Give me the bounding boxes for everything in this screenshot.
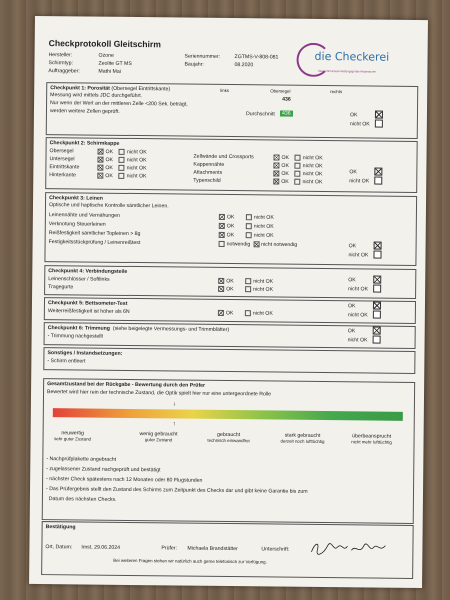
notok-label: nicht OK: [126, 165, 147, 172]
notok-checkbox[interactable]: [246, 232, 252, 238]
gesamt-note-3: - nächster Check spätestens nach 12 Monaten oder 80 Flugstunden: [46, 476, 203, 484]
ok-label: OK: [281, 154, 290, 162]
ok-label: OK: [105, 173, 113, 180]
cp3-row-options-4: [219, 241, 298, 248]
rating-name: überbeansprucht: [352, 433, 392, 440]
cp4-title: Checkpunkt 4: Verbindungsteile: [48, 268, 128, 275]
cp5-notok-label: nicht OK: [347, 312, 368, 319]
rating-level-1: [51, 430, 95, 442]
rating-level-3: [199, 432, 259, 445]
client-label: Auftraggeber:: [48, 68, 80, 75]
cp3-subtitle: Optische und haptische Kontrolle sämtlicher Leinen.: [48, 202, 169, 210]
necessary-checkbox[interactable]: [219, 240, 225, 246]
cp1-average-label: Durchschnitt: [245, 111, 275, 118]
cp6-title: Checkpunkt 6: Trimmung: [47, 325, 111, 332]
cp1-line-2: Nur wenn der Wert an der mittleren Zelle <200 Sek. beträgt,: [50, 100, 188, 108]
rating-desc: technisch einwandfrei: [207, 437, 250, 444]
cp2-right-label-2: Kappennähte: [193, 161, 225, 168]
rating-name: wenig gebraucht: [139, 431, 178, 438]
cp4-ok-label: OK: [348, 277, 356, 284]
rating-desc: guter Zustand: [144, 437, 173, 443]
cp2-right-options-3: [273, 170, 322, 177]
ok-checkbox[interactable]: [273, 154, 279, 160]
gesamt-note-1: - Nachprüfplakette angebracht: [46, 456, 117, 463]
cp3-row-options-1: [219, 214, 274, 221]
checkerei-logo: [296, 43, 408, 80]
cp3-row-label-1: Leinennähte und Vernähungen: [48, 212, 120, 219]
document-title: Checkprotokoll Gleitschirm: [48, 38, 161, 50]
ok-checkbox[interactable]: [218, 309, 224, 315]
rating-level-4: [271, 432, 335, 445]
cp2-right-label-3: Attachments: [193, 169, 223, 176]
notok-checkbox[interactable]: [119, 148, 125, 154]
manufacturer-label: Hersteller:: [48, 52, 73, 59]
notok-label: nicht OK: [253, 286, 274, 293]
notok-label: nicht OK: [126, 149, 147, 156]
sonstiges-line: - Schirm entleert: [47, 358, 86, 365]
cp6-ok-checkbox[interactable]: [373, 327, 381, 335]
cp3-notok-checkbox[interactable]: [373, 251, 381, 259]
cp1-notok-label: nicht OK: [349, 121, 370, 128]
cp1-average-value: 436: [281, 110, 291, 117]
cp5-title: Checkpunkt 5: Bettsometer-Test: [47, 300, 128, 307]
notok-checkbox[interactable]: [295, 178, 301, 184]
ok-checkbox[interactable]: [273, 162, 279, 168]
serial-value: ZGTMS-V-808-081: [234, 54, 279, 61]
gesamt-title: Gesamtzustand bei der Rückgabe - Bewertung durch den Prüfer: [47, 381, 206, 389]
rating-desc: sehr guter Zustand: [54, 436, 92, 442]
bestaetigung-title: Bestätigung: [45, 524, 76, 531]
logo-text: die Checkerei: [314, 49, 390, 64]
gesamt-note-5: Datum des nächsten Checks.: [45, 496, 117, 503]
cp2-notok-checkbox[interactable]: [374, 177, 382, 185]
ok-label: OK: [226, 286, 234, 293]
bestaetigung-footer: Bei weiteren Fragen stehen wir natürlich auch gerne telefonisch zur Verfügung.: [113, 557, 267, 565]
rating-desc: nicht mehr lufttüchtig: [351, 439, 392, 445]
notok-checkbox[interactable]: [246, 214, 252, 220]
signature-scribble-icon: [309, 540, 389, 557]
notok-label: nicht OK: [253, 278, 274, 285]
pruefer-label: Prüfer:: [161, 545, 178, 552]
cp1-title-note: (Obersegel Eintrittskante): [111, 85, 171, 93]
ok-label: OK: [226, 214, 235, 221]
year-label: Baujahr:: [184, 61, 204, 68]
ort-label: Ort, Datum:: [45, 544, 73, 551]
ok-checkbox[interactable]: [219, 231, 225, 237]
cp2-ok-label: OK: [349, 169, 357, 176]
cp4-notok-label: nicht OK: [348, 286, 369, 293]
cp2-right-options-2: [273, 162, 322, 169]
ok-checkbox[interactable]: [273, 170, 279, 176]
cp5-notok-checkbox[interactable]: [373, 311, 381, 319]
notok-checkbox[interactable]: [245, 286, 251, 292]
necessary-label: notwendig: [226, 241, 251, 248]
cp5-row-label: Weiterreißfestigkeit ist höher als 6N: [47, 308, 130, 315]
cp2-left-options-4: [97, 173, 146, 180]
year-value: 08.2020: [234, 62, 254, 69]
cp1-col-links: links: [220, 87, 230, 93]
rating-arrow-up-icon: ↑: [172, 421, 176, 428]
rating-name: gebraucht: [217, 431, 241, 439]
cp6-line: - Trimmung nachgestellt: [47, 333, 104, 340]
cp2-left-options-1: [98, 149, 147, 156]
cp2-left-label: Eintrittskante: [49, 164, 80, 171]
ok-checkbox[interactable]: [218, 277, 224, 283]
cp2-left-row-1: [50, 148, 74, 154]
cp1-notok-checkbox[interactable]: [375, 120, 383, 128]
cp2-left-options-3: [97, 165, 146, 172]
cp1-line-1: Messung wird mittels JDC durchgeführt.: [50, 92, 143, 100]
not-necessary-label: nicht notwendig: [261, 241, 298, 249]
cp6-note: (siehe beigelegte Vermessungs- und Trimmblätter): [112, 325, 230, 334]
notok-checkbox[interactable]: [245, 278, 251, 284]
cp4-row-label-1: Leinenschlösser / Softlinks: [48, 276, 110, 283]
cp2-notok-label: nicht OK: [349, 178, 370, 185]
cp2-left-options-2: [97, 157, 146, 164]
notok-label: nicht OK: [252, 310, 273, 317]
not-necessary-checkbox[interactable]: [253, 241, 259, 247]
notok-label: nicht OK: [302, 171, 323, 178]
ok-label: OK: [105, 157, 114, 164]
ok-checkbox[interactable]: [97, 156, 103, 162]
notok-checkbox[interactable]: [295, 154, 301, 160]
rating-name: stark gebraucht: [284, 432, 321, 439]
manufacturer-value: Ozone: [98, 52, 114, 59]
ort-value: Imst, 29.06.2024: [81, 544, 121, 551]
ok-checkbox[interactable]: [98, 148, 104, 154]
ok-label: OK: [281, 170, 289, 177]
notok-checkbox[interactable]: [119, 156, 125, 162]
notok-checkbox[interactable]: [246, 223, 252, 229]
checkprotokoll-sheet: [29, 16, 428, 588]
ok-label: OK: [225, 310, 234, 317]
cp2-left-row-3: [49, 164, 79, 170]
ok-checkbox[interactable]: [273, 178, 279, 184]
cp1-ok-checkbox[interactable]: [375, 111, 383, 119]
cp1-ok-label: OK: [349, 112, 358, 119]
ok-label: OK: [226, 278, 234, 285]
notok-label: nicht OK: [253, 223, 274, 230]
cp2-title: Checkpunkt 2: Schirmkappe: [49, 140, 120, 147]
notok-checkbox[interactable]: [295, 162, 301, 168]
cp4-row-label-2: Tragegurte: [48, 284, 74, 291]
glider-type-value: Zeolite GT MS: [98, 60, 132, 67]
cp2-ok-checkbox[interactable]: [374, 168, 382, 176]
serial-label: Seriennummer:: [184, 53, 221, 60]
cp2-right-options-4: [273, 178, 322, 185]
pruefer-value: Michaela Brandstätter: [187, 545, 238, 553]
rating-level-5: [337, 433, 407, 446]
cp6-ok-label: OK: [347, 328, 356, 335]
cp2-left-label: Untersegel: [49, 156, 75, 163]
gesamt-note-4: - Das Prüfergebnis stellt den Zustand des Schirms zum Zeitpunkt des Checks dar und gibt keine Garantie bis zum: [45, 486, 308, 495]
notok-checkbox[interactable]: [119, 172, 125, 178]
cp3-notok-label: nicht OK: [348, 252, 369, 259]
cp5-ok-label: OK: [347, 303, 356, 310]
notok-label: nicht OK: [126, 157, 147, 164]
gesamt-note-2: - zugelassener Zustand nachgeprüft und bestätigt: [46, 466, 161, 474]
ok-checkbox[interactable]: [97, 164, 103, 170]
cp3-row-label-4: Festigkeitsstückprüfung / Leinenreißtest: [48, 239, 141, 247]
ok-checkbox[interactable]: [219, 222, 225, 228]
cp5-ok-checkbox[interactable]: [373, 302, 381, 310]
rating-desc: derzeit noch lufttüchtig: [280, 438, 325, 445]
ok-label: OK: [226, 223, 235, 230]
rating-arrow-icon: ↓: [172, 401, 176, 408]
notok-label: nicht OK: [302, 179, 323, 186]
cp3-title: Checkpunkt 3: Leinen: [49, 195, 104, 202]
notok-checkbox[interactable]: [245, 310, 251, 316]
cp2-left-label: Obersegel: [49, 148, 74, 155]
cp3-row-label-2: Verknotung Steuerleinen: [48, 221, 106, 228]
cp4-ok-checkbox[interactable]: [373, 276, 381, 284]
sonstiges-title: Sonstiges / Instandsetzungen:: [47, 350, 123, 357]
rating-name: neuwertig: [61, 430, 84, 437]
cp2-right-label-1: Zellwände und Crossports: [193, 153, 254, 161]
rating-level-2: [129, 431, 189, 444]
cp2-right-options-1: [273, 154, 322, 161]
ok-label: OK: [105, 149, 114, 156]
cp4-notok-checkbox[interactable]: [373, 285, 381, 293]
cp1-col-mitte: Obersegel: [270, 88, 291, 94]
ok-checkbox[interactable]: [97, 172, 103, 178]
logo-subtitle: Gleitschirmcheck Rettungsgeräte Reparaturen: [318, 68, 376, 74]
notok-label: nicht OK: [126, 173, 147, 180]
cp6-notok-checkbox[interactable]: [373, 336, 381, 344]
cp6-notok-label: nicht OK: [347, 337, 368, 344]
notok-checkbox[interactable]: [119, 164, 125, 170]
ok-label: OK: [281, 162, 289, 170]
glider-type-label: Schirmtyp:: [48, 60, 74, 67]
notok-label: nicht OK: [302, 163, 323, 170]
cp4-row-options-1: [218, 278, 273, 285]
ok-label: OK: [281, 178, 289, 185]
notok-label: nicht OK: [253, 232, 274, 239]
ok-checkbox[interactable]: [218, 285, 224, 291]
unterschrift-label: Unterschrift:: [261, 546, 290, 553]
cp2-left-label: Hinterkante: [49, 172, 76, 179]
notok-label: nicht OK: [302, 155, 323, 162]
cp1-col-rechts: rechts: [330, 89, 343, 95]
cp3-row-label-3: Reißfestigkeit sämtlicher Topleinen > 8g: [48, 230, 141, 238]
cp1-title: Checkpunkt 1: Porosität: [50, 85, 110, 92]
cp5-row-options: [218, 310, 273, 317]
ok-label: OK: [226, 232, 235, 239]
cp3-ok-checkbox[interactable]: [374, 242, 382, 250]
cp3-row-options-2: [219, 223, 274, 230]
cp4-row-options-2: [218, 286, 273, 293]
cp2-left-row-4: [49, 172, 76, 178]
notok-label: nicht OK: [253, 214, 274, 221]
client-value: Mathi Mai: [98, 68, 121, 75]
ok-label: OK: [105, 165, 113, 172]
cp1-line-3: werden weitere Zellen geprüft.: [49, 108, 120, 115]
gesamt-subtitle: Bewertet wird hier rein der technische Zustand, die Optik spielt hier nur eine untergeordnete Rolle: [47, 389, 272, 398]
handwritten-signature: [309, 540, 389, 558]
cp2-right-label-4: Typenschild: [193, 177, 221, 184]
cp1-measured-value: 436: [282, 96, 291, 103]
cp3-ok-label: OK: [348, 243, 357, 250]
notok-checkbox[interactable]: [295, 170, 301, 176]
ok-checkbox[interactable]: [219, 213, 225, 219]
cp3-row-options-3: [219, 232, 274, 239]
cp2-left-row-2: [49, 156, 74, 162]
